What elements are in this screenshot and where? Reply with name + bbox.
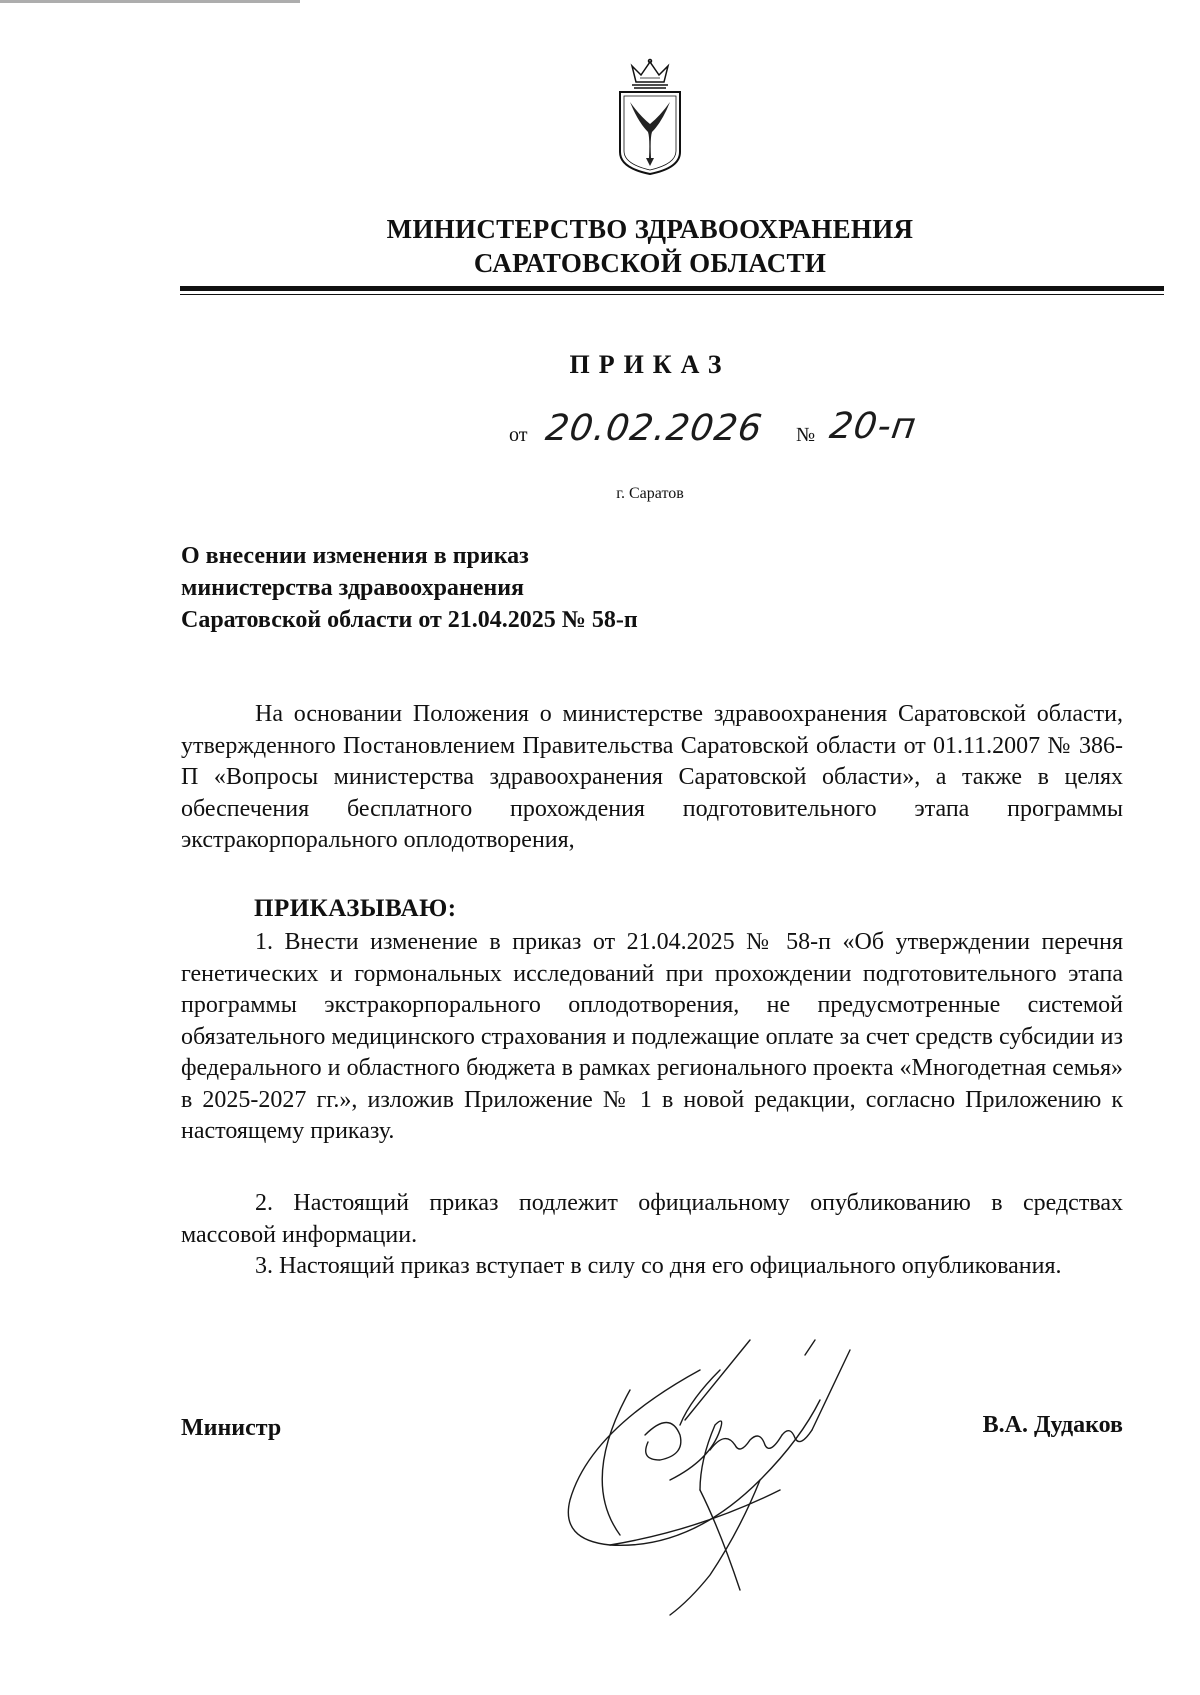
- scan-edge: [0, 0, 300, 3]
- orders-word-heading: ПРИКАЗЫВАЮ:: [254, 895, 457, 922]
- subject-line2: министерства здравоохранения: [181, 575, 525, 601]
- header-rule-thin: [180, 294, 1164, 295]
- date-prefix-label: от: [509, 424, 528, 446]
- handwritten-signature-icon: [550, 1330, 890, 1620]
- document-type-title: ПРИКАЗ: [569, 350, 731, 379]
- handwritten-order-date: 20.02.2026: [543, 408, 766, 449]
- signatory-name: В.А. Дудаков: [982, 1412, 1123, 1438]
- basis-paragraph: На основании Положения о министерстве здравоохранения Саратовской области, утвержденного Постановлением Правительства Саратовской области от 01.11.2007 № 386-П «Вопросы министерства здравоохранения Саратовской области», а также в целях обеспечения бесплатного прохождения подготовительного этапа программы экстракорпорального оплодотворения,: [181, 701, 1123, 853]
- saratov-coat-of-arms-icon: [612, 58, 688, 180]
- subject-line1: О внесении изменения в приказ: [181, 543, 529, 569]
- org-title-line2: САРАТОВСКОЙ ОБЛАСТИ: [473, 248, 827, 278]
- order-item-3: 3. Настоящий приказ вступает в силу со дня его официального опубликования.: [255, 1253, 1062, 1279]
- header-rule-thick: [180, 286, 1164, 291]
- order-item-2: 2. Настоящий приказ подлежит официальному опубликованию в средствах массовой информации.: [181, 1190, 1123, 1248]
- issue-city: г. Саратов: [616, 485, 684, 502]
- org-title-line1: МИНИСТЕРСТВО ЗДРАВООХРАНЕНИЯ: [386, 214, 914, 244]
- number-sign-label: №: [796, 424, 816, 446]
- order-date-number-line: [500, 406, 1060, 460]
- signatory-position: Министр: [181, 1415, 282, 1441]
- order-item-1: 1. Внести изменение в приказ от 21.04.2025 № 58-п «Об утверждении перечня генетических и гормональных исследований при прохождении подготовительного этапа программы экстракорпорального оплодотворения, не предусмотренные системой обязательного медицинского страхования и подлежащие оплате за счет средств субсидии из федерального и областного бюджета в рамках регионального проекта «Многодетная семья» в 2025-2027 гг.», изложив Приложение № 1 в новой редакции, согласно Приложению к настоящему приказу.: [181, 929, 1123, 1144]
- subject-line3: Саратовской области от 21.04.2025 № 58-п: [181, 607, 638, 633]
- order-subject: [181, 540, 881, 636]
- handwritten-order-number: 20-п: [827, 406, 920, 447]
